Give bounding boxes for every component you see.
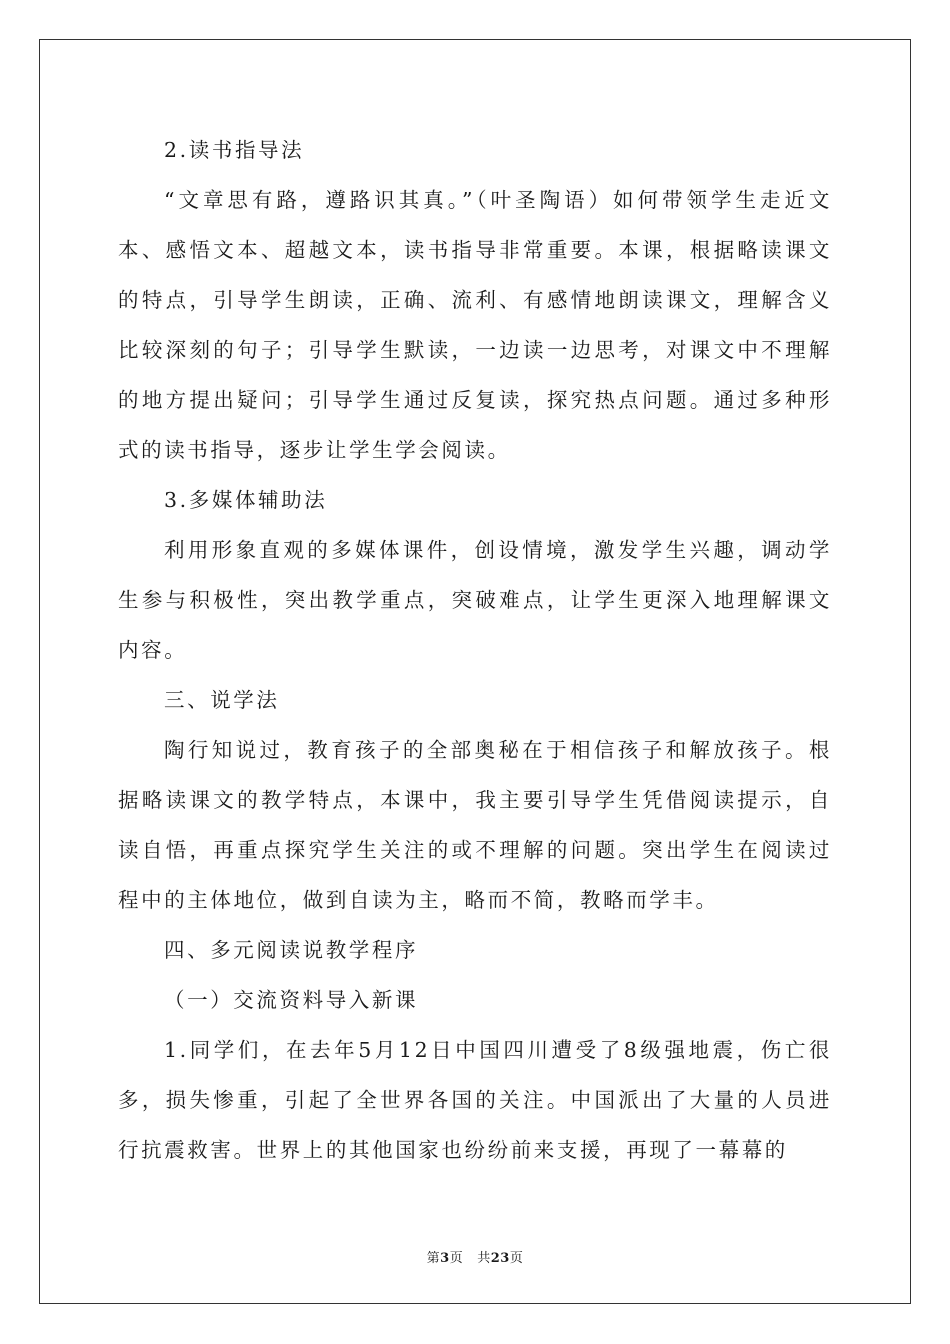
section-heading-teaching-procedure: 四、多元阅读说教学程序 [164,938,419,962]
footer-page-suffix: 页 [449,1251,464,1266]
footer-total-prefix: 共 [477,1251,491,1266]
section-heading-reading-guidance: 2.读书指导法 [164,138,305,162]
page-footer [0,1247,950,1266]
paragraph-earthquake-intro: 1.同学们，在去年5月12日中国四川遭受了8级强地震，伤亡很多，损失惨重，引起了全世界各国的关注。中国派出了大量的人员进行抗震救害。世界上的其他国家也纷纷前来支援，再现了一幕幕的 [118,1038,832,1162]
paragraph-reading-guidance: “文章思有路，遵路识其真。”（叶圣陶语）如何带领学生走近文本、感悟文本、超越文本，读书指导非常重要。本课，根据略读课文的特点，引导学生朗读，正确、流利、有感情地朗读课文，理解含义比较深刻的句子；引导学生默读，一边读一边思考，对课文中不理解的地方提出疑问；引导学生通过反复读，探究热点问题。通过多种形式的读书指导，逐步让学生学会阅读。 [118,188,832,462]
subsection-heading-intro: （一）交流资料导入新课 [164,988,419,1012]
footer-total-pages: 23 [490,1251,510,1266]
paragraph-multimedia: 利用形象直观的多媒体课件，创设情境，激发学生兴趣，调动学生参与积极性，突出教学重点，突破难点，让学生更深入地理解课文内容。 [118,538,832,662]
document-body [118,125,832,1175]
footer-page-number: 3 [440,1251,450,1266]
footer-total-suffix: 页 [509,1251,524,1266]
paragraph-learning-method: 陶行知说过，教育孩子的全部奥秘在于相信孩子和解放孩子。根据略读课文的教学特点，本课中，我主要引导学生凭借阅读提示，自读自悟，再重点探究学生关注的或不理解的问题。突出学生在阅读过程中的主体地位，做到自读为主，略而不简，教略而学丰。 [118,738,832,912]
section-heading-learning-method: 三、说学法 [164,688,280,712]
section-heading-multimedia: 3.多媒体辅助法 [164,488,328,512]
footer-prefix: 第 [426,1251,441,1266]
